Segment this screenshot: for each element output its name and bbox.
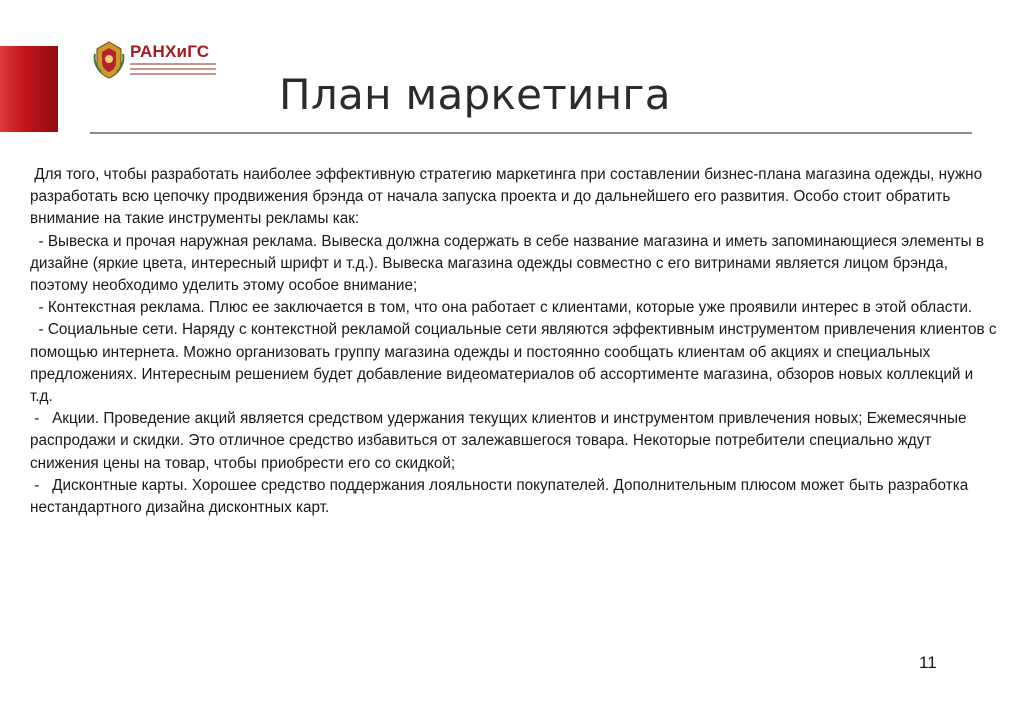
- paragraph-promotions: - Акции. Проведение акций является средством удержания текущих клиентов и инструментом привлечения новых; Ежемесячные распродажи и скидки. Это отличное средство избавиться от залежавшегося товара. Некоторые потребители специально ждут снижения цены на товар, чтобы приобрести его со скидкой;: [30, 410, 971, 472]
- accent-bar: [0, 46, 58, 132]
- emblem-icon: [92, 40, 126, 80]
- paragraph-discount-cards: - Дисконтные карты. Хорошее средство поддержания лояльности покупателей. Дополнительным плюсом может быть разработка нестандартного дизайна дисконтных карт.: [30, 476, 973, 517]
- title-underline: [90, 132, 972, 134]
- logo-name: РАНХиГС: [130, 42, 210, 61]
- slide-title: План маркетинга: [279, 70, 671, 119]
- paragraph-intro: Для того, чтобы разработать наиболее эффективную стратегию маркетинга при составлении бизнес-плана магазина одежды, нужно разработать всю цепочку продвижения брэнда от начала запуска проекта и до дальнейшего его развития. Особо стоит обратить внимание на такие инструменты рекламы как:: [30, 166, 987, 228]
- body-text: [30, 164, 1000, 519]
- ranepa-logo: [92, 40, 222, 84]
- paragraph-context-ads: - Контекстная реклама. Плюс ее заключается в том, что она работает с клиентами, которые уже проявили интерес в этой области.: [30, 299, 973, 317]
- paragraph-signage: - Вывеска и прочая наружная реклама. Вывеска должна содержать в себе название магазина и иметь запоминающиеся элементы в дизайне (яркие цвета, интересный шрифт и т.д.). Вывеска магазина одежды совместно с его витринами является лицом брэнда, поэтому необходимо уделить этому особое внимание;: [30, 232, 989, 295]
- logo-subtitle-lines: [130, 63, 216, 78]
- paragraph-social: - Социальные сети. Наряду с контекстной рекламой социальные сети являются эффективным инструментом привлечения клиентов с помощью интернета. Можно организовать группу магазина одежды и постоянно сообщать клиентам об акциях и специальных предложениях. Интересным решением будет добавление видеоматериалов об ассортименте магазина, обзоров новых коллекций и т.д.: [30, 321, 1001, 406]
- page-number: 11: [919, 653, 937, 672]
